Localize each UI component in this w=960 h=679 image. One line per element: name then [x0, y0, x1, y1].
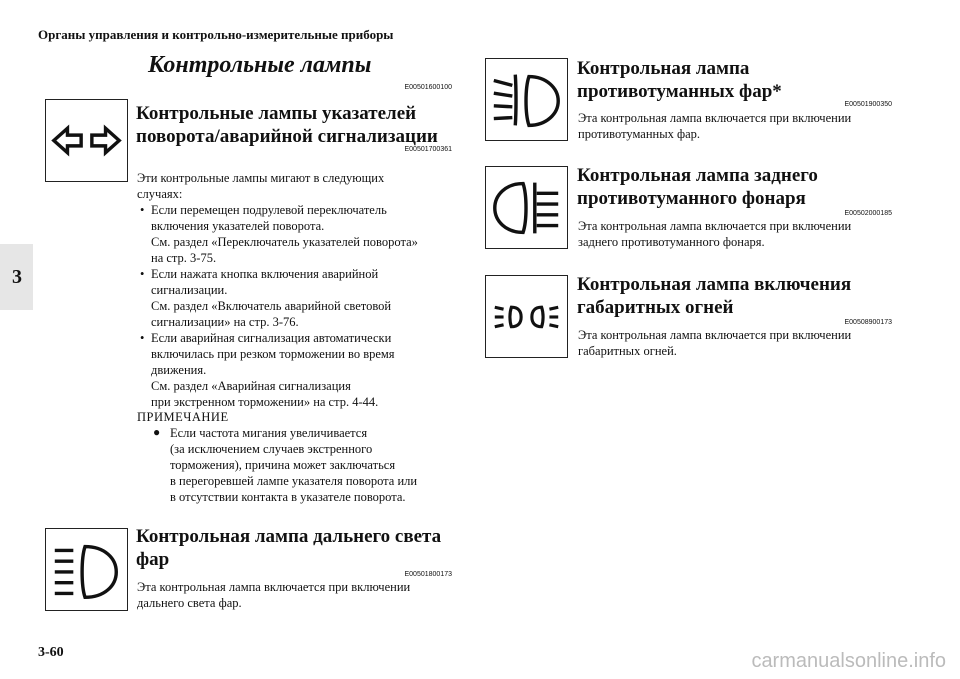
note-line: в перегоревшей лампе указателя поворота или [170, 474, 418, 488]
turn-section-title [136, 102, 456, 148]
turn-bullet [137, 202, 457, 266]
high-beam-title-line2: фар [136, 549, 170, 570]
bullet-line: движения. [151, 363, 207, 377]
note-line: (за исключением случаев экстренного [170, 442, 373, 456]
bullet-line: сигнализации» на стр. 3-76. [151, 315, 299, 329]
turn-bullet [137, 266, 457, 330]
page-number: 3-60 [38, 645, 64, 660]
bullet-line: См. раздел «Аварийная сигнализация [151, 379, 351, 393]
bullet-line: См. раздел «Переключатель указателей поворота» [151, 235, 418, 249]
turn-body [137, 170, 457, 410]
front-fog-title-line2: противотуманных фар* [577, 81, 782, 102]
note-bullet-icon: ● [153, 425, 161, 439]
note-line: торможения), причина может заключаться [170, 458, 396, 472]
section-title: Контрольные лампы [148, 52, 372, 78]
rear-fog-text-line: заднего противотуманного фонаря. [578, 235, 765, 249]
rear-fog-icon [486, 167, 567, 248]
bullet-line: включения указателей поворота. [151, 219, 325, 233]
rear-fog-text-line: Эта контрольная лампа включается при включении [578, 219, 852, 233]
turn-note [137, 409, 457, 505]
bullet-line: • Если аварийная сигнализация автоматически [151, 331, 392, 345]
high-beam-title-line1: Контрольная лампа дальнего света [136, 526, 442, 547]
bullet-line: сигнализации. [151, 283, 228, 297]
bullet-line: включилась при резком торможении во время [151, 347, 395, 361]
turn-code: E00501700361 [404, 146, 452, 153]
high-beam-title [136, 525, 456, 571]
high-beam-icon-box [45, 528, 128, 611]
bullet-line: при экстренном торможении» на стр. 4-44. [151, 395, 379, 409]
rear-fog-icon-box [485, 166, 568, 249]
rear-fog-text [578, 218, 898, 250]
position-text-line: Эта контрольная лампа включается при включении [578, 328, 852, 342]
turn-bullet-list [137, 202, 457, 410]
section-code: E00501600100 [404, 84, 452, 91]
position-text [578, 327, 898, 359]
front-fog-text-line: противотуманных фар. [578, 127, 701, 141]
front-fog-text [578, 110, 898, 142]
turn-title-line1: Контрольные лампы указателей [136, 103, 417, 124]
position-code: E00508900173 [844, 319, 892, 326]
front-fog-text-line: Эта контрольная лампа включается при включении [578, 111, 852, 125]
turn-bullet [137, 330, 457, 410]
front-fog-icon [486, 59, 567, 140]
position-lamp-icon [486, 276, 567, 357]
chapter-number: 3 [12, 266, 22, 288]
turn-intro: Эти контрольные лампы мигают в следующих случаях: [137, 171, 385, 201]
bullet-line: на стр. 3-75. [151, 251, 217, 265]
rear-fog-title [577, 164, 897, 210]
front-fog-title-line1: Контрольная лампа [577, 58, 750, 79]
bullet-line: • Если перемещен подрулевой переключатель [151, 203, 387, 217]
high-beam-text-line: Эта контрольная лампа включается при включении [137, 580, 411, 594]
note-line: в отсутствии контакта в указателе поворота. [170, 490, 406, 504]
bullet-line: См. раздел «Включатель аварийной световой [151, 299, 392, 313]
turn-signal-icon-box [45, 99, 128, 182]
chapter-tab [0, 244, 33, 310]
front-fog-icon-box [485, 58, 568, 141]
running-header: Органы управления и контрольно-измерительные приборы [38, 27, 394, 42]
position-title-line1: Контрольная лампа включения [577, 274, 852, 295]
turn-signal-arrows-icon [46, 100, 127, 181]
high-beam-text [137, 579, 457, 611]
position-lamp-title [577, 273, 897, 319]
position-lamp-icon-box [485, 275, 568, 358]
turn-title-line2: поворота/аварийной сигнализации [136, 126, 438, 147]
rear-fog-title-line2: противотуманного фонаря [577, 188, 806, 209]
high-beam-icon [46, 529, 127, 610]
rear-fog-code: E00502000185 [844, 210, 892, 217]
front-fog-code: E00501900350 [844, 101, 892, 108]
high-beam-code: E00501800173 [404, 571, 452, 578]
bullet-line: • Если нажата кнопка включения аварийной [151, 267, 379, 281]
note-label: ПРИМЕЧАНИЕ [137, 410, 229, 424]
front-fog-title [577, 57, 897, 103]
position-text-line: габаритных огней. [578, 344, 677, 358]
rear-fog-title-line1: Контрольная лампа заднего [577, 165, 818, 186]
position-title-line2: габаритных огней [577, 297, 734, 318]
watermark: carmanualsonline.info [751, 650, 946, 672]
note-line: Если частота мигания увеличивается [170, 426, 368, 440]
note-item [150, 425, 457, 505]
high-beam-text-line: дальнего света фар. [137, 596, 242, 610]
